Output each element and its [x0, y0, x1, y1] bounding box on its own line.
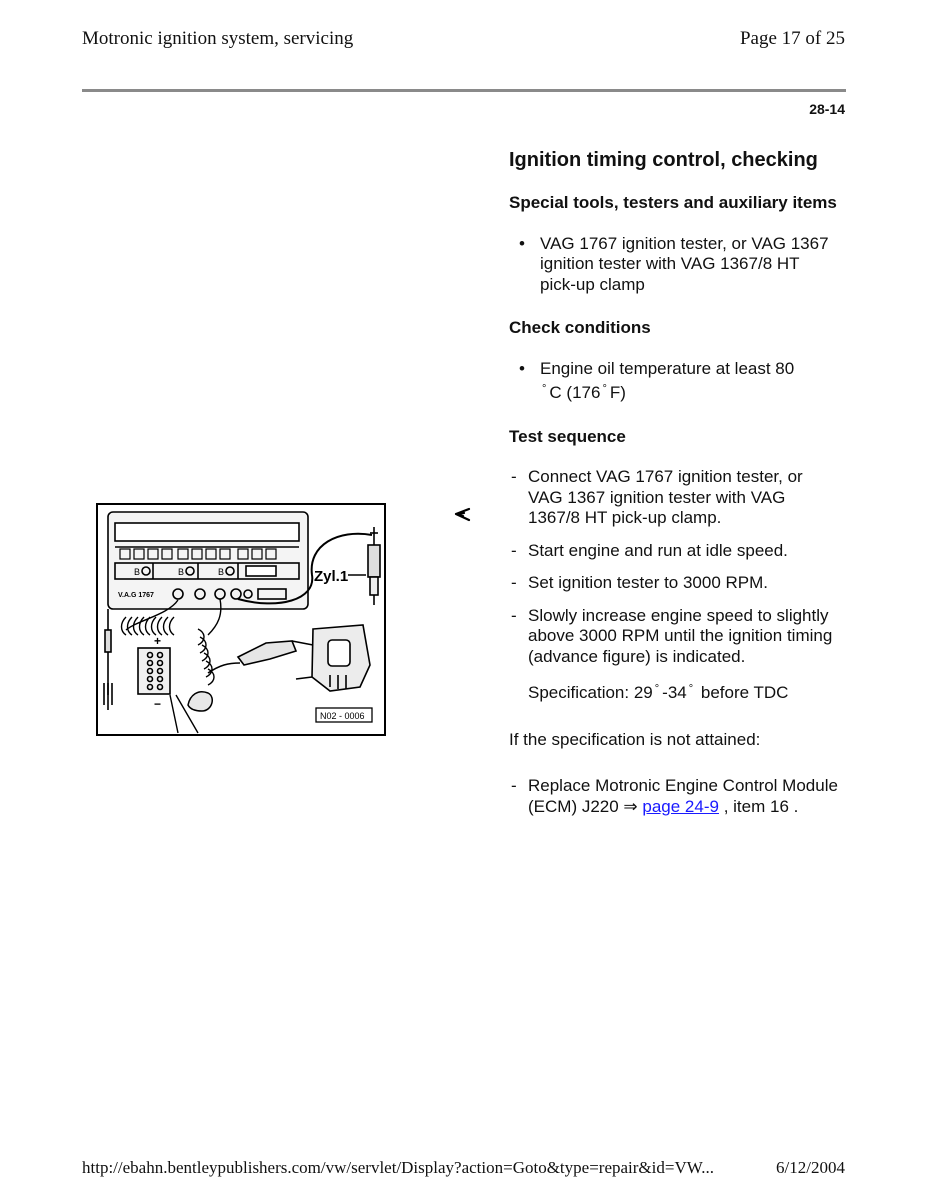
replace-suffix: , item 16 .	[723, 796, 799, 816]
tools-bullet-text: VAG 1767 ignition tester, or VAG 1367 ignition tester with VAG 1367/8 HT pick-up clamp	[540, 233, 829, 294]
bullet-icon: •	[519, 358, 525, 378]
ignition-coil	[296, 625, 370, 691]
switch-letter-2: B	[178, 567, 185, 577]
footer-url: http://ebahn.bentleypublishers.com/vw/servlet/Display?action=Goto&type=repair&id=VW...	[82, 1158, 714, 1177]
tester-label: V.A.G 1767	[118, 592, 154, 599]
step-connect-tester	[509, 467, 839, 529]
bullet-icon: •	[519, 233, 525, 253]
test-probe	[104, 609, 112, 710]
tools-heading: Special tools, testers and auxiliary items	[509, 193, 837, 212]
spark-plug	[368, 527, 380, 605]
step-text: Slowly increase engine speed to slightly above 3000 RPM until the ignition timing (advance figure) is indicated.	[528, 605, 833, 666]
dash-marker: -	[511, 776, 517, 795]
degree-symbol: °	[654, 683, 660, 695]
battery-plus: +	[154, 634, 162, 648]
tools-bullet	[509, 234, 839, 296]
spec-text: Specification: 29	[528, 683, 653, 702]
test-sequence-heading: Test sequence	[509, 426, 626, 446]
spec-suffix: before TDC	[700, 683, 789, 702]
switch-letter-3: B	[218, 567, 225, 577]
replace-text: Replace Motronic Engine Control Module (ECM) J220 ⇒	[528, 776, 838, 816]
switch-letter-1: B	[134, 567, 141, 577]
ht-pickup-clamp	[208, 641, 313, 673]
dash-marker: -	[511, 605, 517, 625]
dash-marker: -	[511, 467, 517, 486]
step-set-tester	[509, 573, 839, 594]
conditions-heading: Check conditions	[509, 318, 651, 337]
header-divider	[82, 89, 846, 92]
step-text: Connect VAG 1767 ignition tester, or VAG 1367 ignition tester with VAG 1367/8 HT pick-up clamp.	[528, 467, 803, 527]
content-column	[509, 148, 839, 829]
not-attained-note: If the specification is not attained:	[509, 729, 761, 749]
cylinder-label: Zyl.1	[314, 568, 349, 585]
section-heading: Ignition timing control, checking	[509, 149, 818, 171]
page-24-9-link[interactable]: page 24-9	[642, 796, 719, 816]
battery-minus: −	[154, 697, 162, 711]
section-code: 28-14	[809, 101, 845, 117]
connector-cable	[188, 692, 212, 711]
oil-temp-celsius: C (176	[549, 383, 601, 402]
step-text: Set ignition tester to 3000 RPM.	[528, 573, 769, 592]
document-title: Motronic ignition system, servicing	[82, 28, 354, 49]
step-start-engine	[509, 541, 839, 562]
dash-marker: -	[511, 540, 517, 560]
dash-marker: -	[511, 573, 517, 592]
step-replace-ecm	[509, 776, 839, 817]
footer-date: 6/12/2004	[776, 1158, 845, 1177]
degree-symbol: °	[542, 383, 547, 395]
step-text: Start engine and run at idle speed.	[528, 540, 788, 560]
oil-temp-text: Engine oil temperature at least 80	[540, 358, 795, 378]
battery	[138, 648, 170, 694]
page-number: Page 17 of 25	[739, 28, 845, 49]
specification	[509, 679, 839, 704]
figure-pointer-icon	[453, 505, 471, 523]
degree-symbol: °	[602, 383, 607, 395]
spec-range: -34	[662, 683, 687, 702]
conditions-bullet	[509, 359, 839, 404]
step-increase-speed	[509, 606, 839, 668]
ignition-tester-illustration	[96, 503, 386, 736]
degree-symbol: °	[688, 683, 694, 695]
figure-code: N02 - 0006	[320, 711, 365, 721]
oil-temp-fahrenheit: F)	[609, 383, 626, 402]
